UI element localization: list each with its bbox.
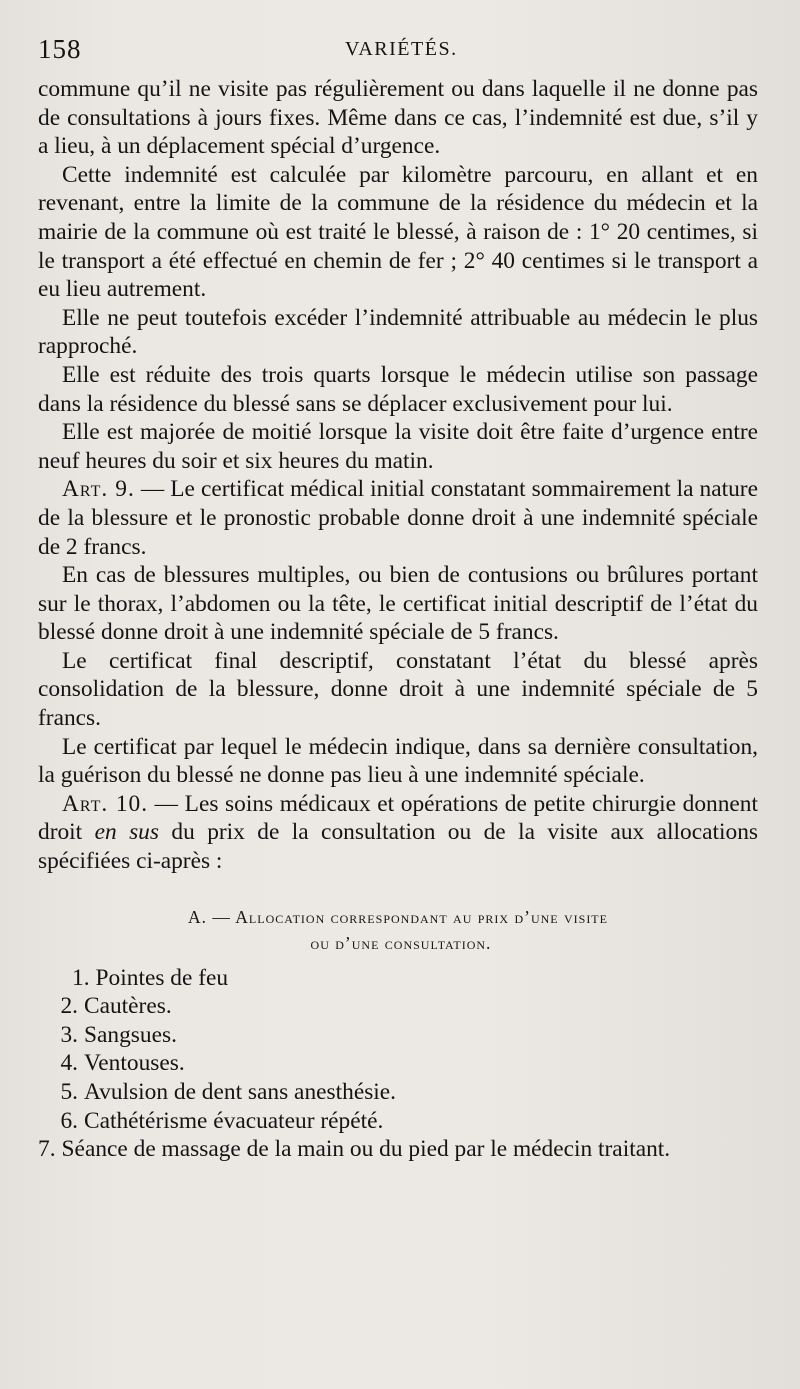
paragraph-7: En cas de blessures multiples, ou bien de contusions ou brûlures portant sur le thorax, l’abdomen ou la tête, le certificat initial descriptif de l’état du blessé donne droit à une indemnité spéciale de 5 francs. [38,562,758,646]
article-9-text: — Le certificat médical initial constatant sommairement la nature de la blessure et le pronostic probable donne droit à une indemnité spéciale de 2 francs. [38,476,758,560]
list-item-text: Cathétérisme évacuateur répété. [84,1107,384,1134]
page-number: 158 [38,34,82,64]
list-item-text: Ventouses. [84,1050,185,1077]
running-head: VARIÉTÉS. [345,38,458,60]
list-item-number: 5. [60,1079,78,1105]
article-10-label: Art. 10. [62,790,149,817]
paragraph-3: Elle ne peut toutefois excéder l’indemnité attribuable au médecin le plus rapproché. [38,304,758,360]
article-10 [38,790,758,876]
list-item [38,964,758,993]
paragraph-8: Le certificat final descriptif, constatant l’état du blessé après consolidation de la blessure, donne droit à une indemnité spéciale de 5 francs. [38,647,758,732]
list-item-number: 1. [72,964,90,991]
list-item [38,992,758,1021]
paragraph-4: Elle est réduite des trois quarts lorsque le médecin utilise son passage dans la résidence du blessé sans se déplacer exclusivement pour lui. [38,361,758,417]
article-9 [38,475,758,561]
article-10-emphasis: en sus [94,819,159,846]
paragraph-2: Cette indemnité est calculée par kilomètre parcouru, en allant et en revenant, entre la limite de la commune de la résidence du médecin et la mairie de la commune où est traité le blessé, à raison de : 1° 20 centimes, si le transport a été effectué en chemin de fer ; 2° 40 centimes si le transport a eu lieu autrement. [38,161,758,303]
list-item-number: 2. [60,993,78,1020]
allocation-list [38,964,758,1164]
list-item-number: 3. [60,1021,78,1048]
list-item-text: Cautères. [84,993,172,1020]
list-item [38,1021,758,1050]
list-item [38,1078,758,1107]
list-item [38,1135,758,1164]
list-item-number: 6. [60,1107,78,1134]
section-heading [38,904,758,956]
list-item-text: Sangsues. [84,1021,177,1048]
body-text [38,75,758,1164]
section-heading-line-2: ou d’une consultation. [310,932,492,953]
paragraph-1: commune qu’il ne visite pas régulièrement ou dans laquelle il ne donne pas de consultations à jours fixes. Même dans ce cas, l’indemnité est due, s’il y a lieu, à un déplacement spécial d’urgence. [38,76,758,160]
paragraph-9: Le certificat par lequel le médecin indique, dans sa dernière consultation, la guérison du blessé ne donne pas lieu à une indemnité spéciale. [38,733,758,789]
list-item-text: Pointes de feu [95,964,229,991]
paragraph-5: Elle est majorée de moitié lorsque la visite doit être faite d’urgence entre neuf heures du soir et six heures du matin. [38,419,758,474]
list-item [38,1107,758,1136]
section-heading-line-1: A. — Allocation correspondant au prix d’une visite [188,906,608,927]
list-item-number: 4. [60,1050,78,1077]
list-item [38,1049,758,1078]
article-10-text-b: du prix de la consultation ou de la visite aux allocations spécifiées ci-après : [38,819,758,875]
list-item-text: Séance de massage de la main ou du pied par le médecin traitant. [61,1136,671,1163]
article-10-text-a: — Les soins médicaux et opérations de petite chirurgie donnent droit [38,790,759,846]
page-header [38,34,762,68]
list-item-number: 7. [38,1136,56,1163]
article-9-label: Art. 9. [62,476,135,503]
list-item-text: Avulsion de dent sans anesthésie. [84,1079,397,1105]
